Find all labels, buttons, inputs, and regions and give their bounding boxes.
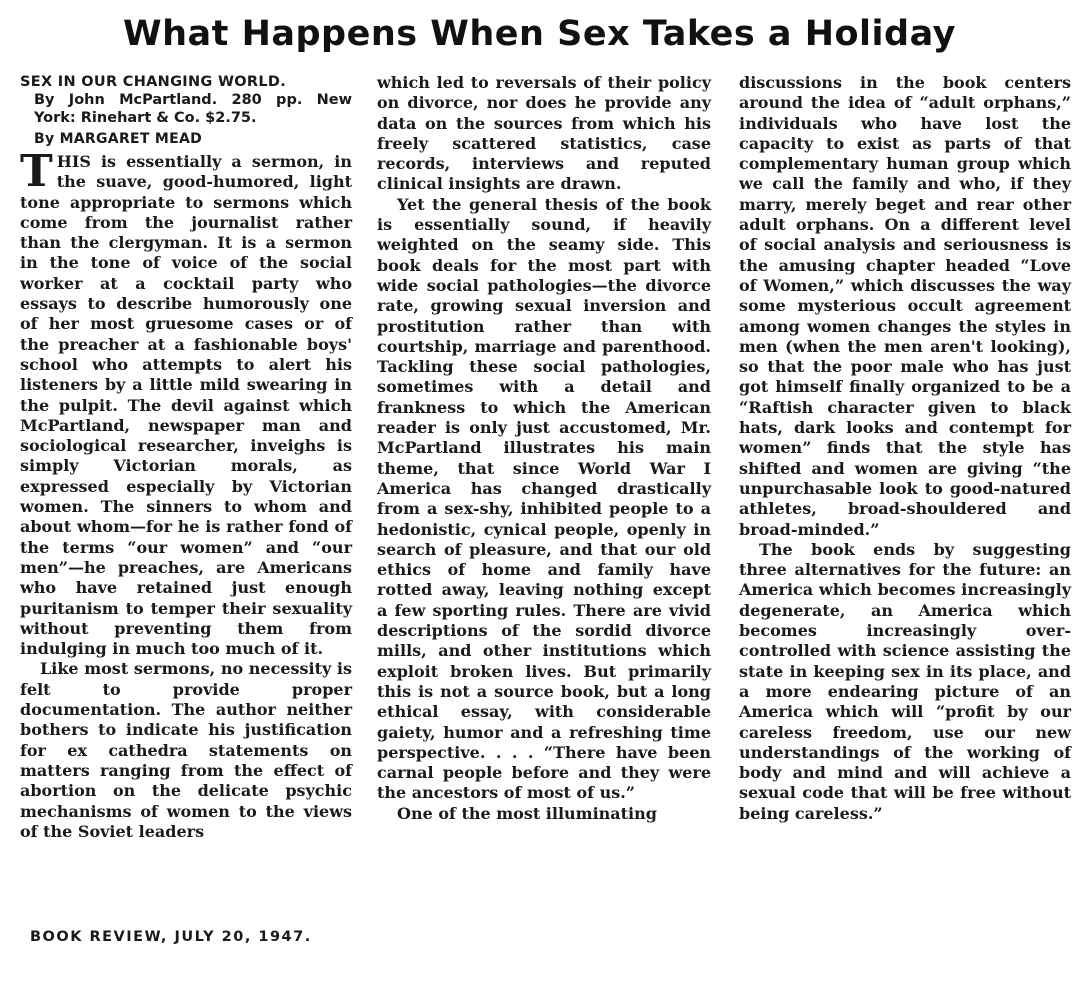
paragraph-4-continued: discussions in the book centers around the idea of “adult orphans,” individuals who have lost the capacity to exist as parts of that complementary human group which we call the family and who, if they marry, merely beget and rear other adult orphans. On a different level of social analysis and seriousness is the amusing chapter headed “Love of Women,” which discusses the way some mysterious occult agreement among women changes the styles in men (when the men aren't looking), so that the poor male who has just got himself finally organized to be a “Raftish character given to black hats, dark looks and contempt for women” finds that the style has shifted and women are giving “the unpurchasable look to good-natured athletes, broad-shouldered and broad-minded.”: [739, 73, 1071, 539]
footer-dateline: BOOK REVIEW, JULY 20, 1947.: [30, 929, 312, 945]
column-1: [20, 73, 352, 842]
paragraph-1-text: HIS is essentially a sermon, in the suave, good-humored, light tone appropriate to sermons which come from the journalist rather than the clergyman. It is a sermon in the tone of voice of the social worker at a cocktail party who essays to describe humorously one of her most gruesome cases or of the preacher at a fashionable boys' school who attempts to alert his listeners by a little mild swearing in the pulpit. The devil against which McPartland, newspaper man and sociological researcher, inveighs is simply Victorian morals, as expressed especially by Victorian women. The sinners to whom and about whom—for he is rather fond of the terms “our women” and “our men”—he preaches, are Americans who have retained just enough puritanism to temper their sexuality without preventing them from indulging in much too much of it.: [20, 152, 352, 659]
paragraph-2: Like most sermons, no necessity is felt to provide proper documentation. The author neither bothers to indicate his justification for ex cathedra statements on matters ranging from the effect of abortion on the delicate psychic mechanisms of women to the views of the Soviet leaders: [20, 659, 352, 841]
drop-cap: T: [20, 146, 53, 197]
paragraph-4: One of the most illuminating: [397, 803, 657, 823]
headline: What Happens When Sex Takes a Holiday: [123, 14, 956, 54]
paragraph-2-continued: which led to reversals of their policy on divorce, nor does he provide any data on the sources from which his freely scattered statistics, case records, interviews and reputed clinical insights are drawn.: [377, 73, 711, 194]
column-3: [739, 73, 1071, 824]
byline: By MARGARET MEAD: [34, 131, 203, 147]
book-info: By John McPartland. 280 pp. New York: Rinehart & Co. $2.75.: [34, 92, 352, 126]
book-title: SEX IN OUR CHANGING WORLD.: [20, 74, 287, 90]
paragraph-3: Yet the general thesis of the book is essentially sound, if heavily weighted on the seamy side. This book deals for the most part with wide social pathologies—the divorce rate, growing sexual inversion and prostitution rather than with courtship, marriage and parenthood. Tackling these social pathologies, sometimes with a detail and frankness to which the American reader is only just accustomed, Mr. McPartland illustrates his main theme, that since World War I America has changed drastically from a sex-shy, inhibited people to a hedonistic, cynical people, openly in search of pleasure, and that our old ethics of home and family have rotted away, leaving nothing except a few sporting rules. There are vivid descriptions of the sordid divorce mills, and other institutions which exploit broken lives. But primarily this is not a source book, but a long ethical essay, with considerable gaiety, humor and a refreshing time perspective. . . . “There have been carnal people before and they were the ancestors of most of us.”: [377, 194, 711, 803]
paragraph-5: The book ends by suggesting three alternatives for the future: an America which becomes increasingly degenerate, an America which becomes increasingly over-controlled with science assisting the state in keeping sex in its place, and a more endearing picture of an America which will “profit by our careless freedom, use our new understandings of the working of body and mind and will achieve a sexual code that will be free without being careless.”: [739, 539, 1071, 823]
review-header: [20, 73, 352, 127]
column-2: [377, 73, 711, 824]
paragraph-1: [20, 146, 352, 659]
